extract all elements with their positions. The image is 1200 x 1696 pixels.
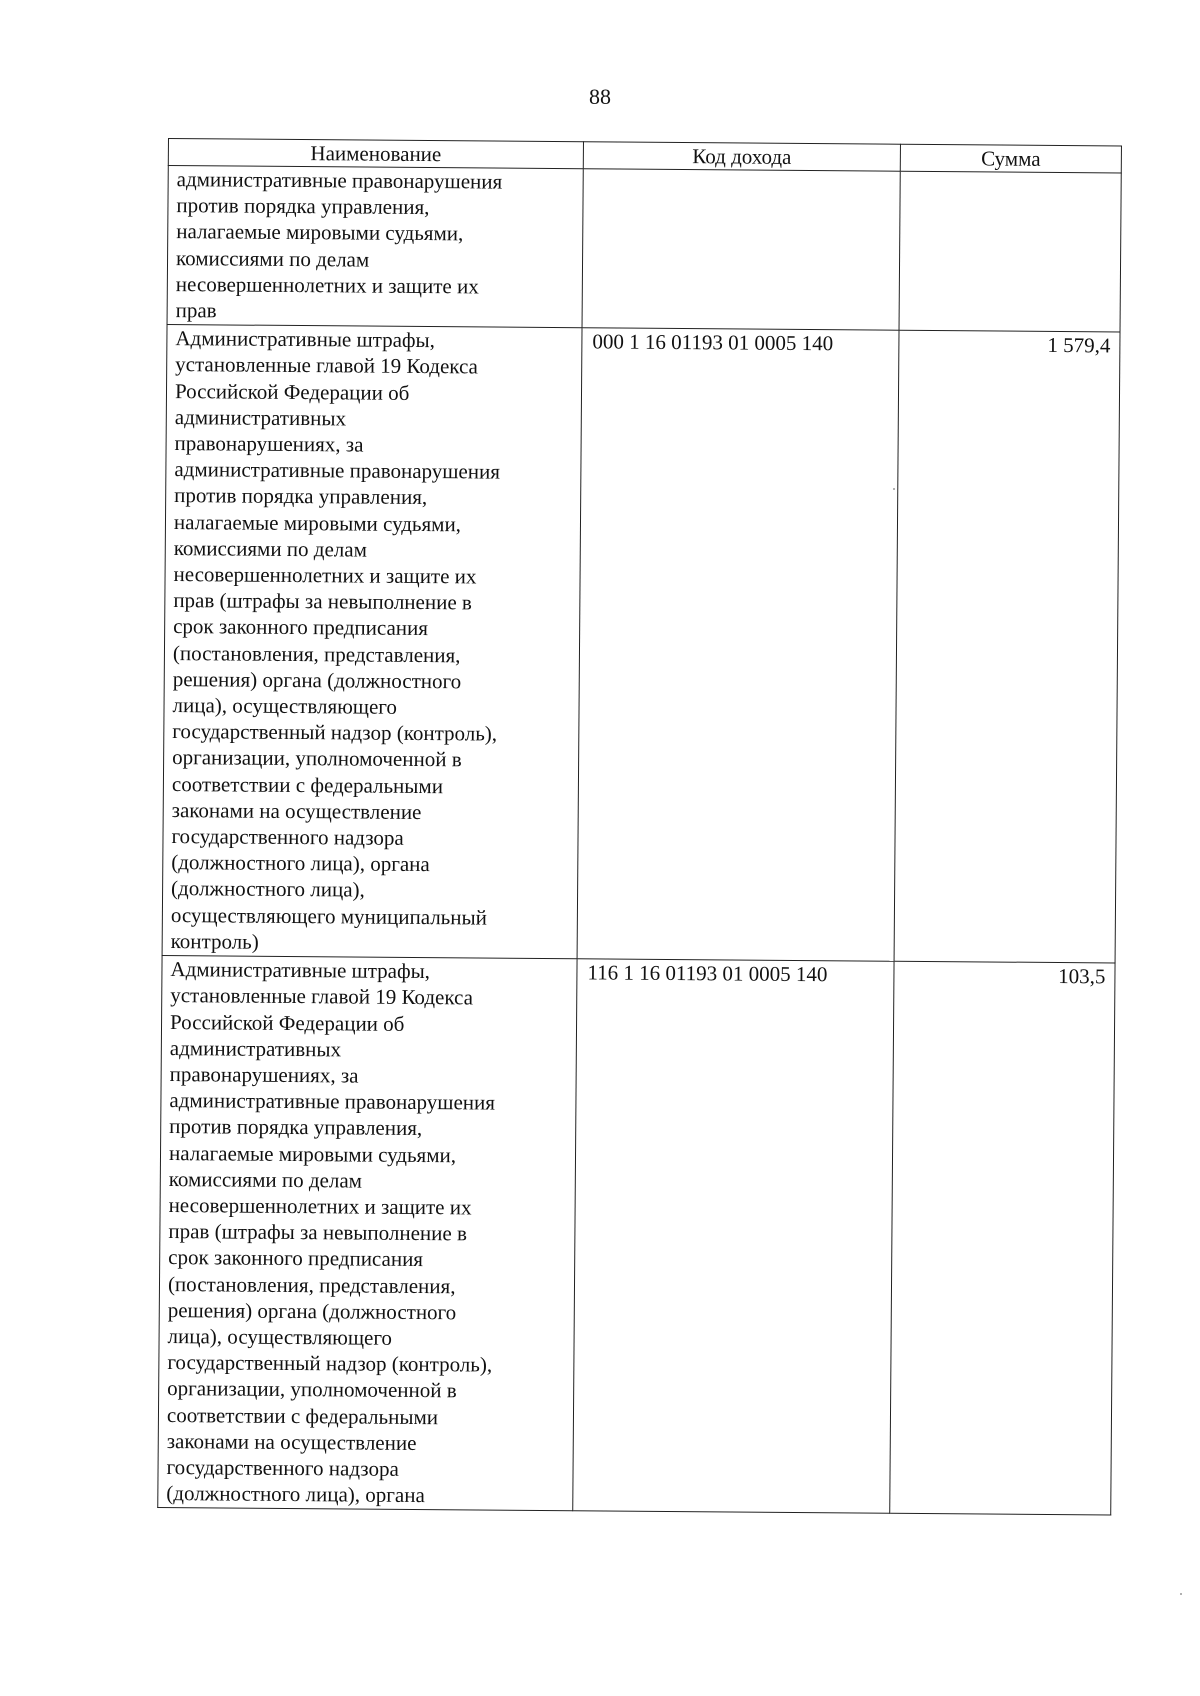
cell-code [582,169,900,331]
revenue-table [157,138,1122,1516]
header-name: Наименование [168,139,583,169]
scan-speck [1180,1593,1182,1595]
cell-code: 000 1 16 01193 01 0005 140 [577,328,899,961]
page-number: 88 [589,84,611,109]
cell-name: административные правонарушения против порядка управления, налагаемые мировыми судьями, комиссиями по делам несовершеннолетних и защите их прав [167,166,583,328]
cell-code: 116 1 16 01193 01 0005 140 [573,959,894,1514]
cell-name: Административные штрафы, установленные главой 19 Кодекса Российской Федерации об административных правонарушениях, за административные правонарушения против порядка управления, налагаемые мировыми судьями, комиссиями по делам несовершеннолетних и защите их прав (штрафы за невыполнение в срок законного предписания (постановления, представления, решения) органа (должностного лица), осуществляющего государственный надзор (контроль), организации, уполномоченной в соответствии с федеральными законами на осуществление государственного надзора (должностного лица), органа [158,956,577,1512]
document-page [157,138,1122,1516]
cell-sum [899,171,1121,332]
scan-speck [893,488,895,490]
table-row [158,956,1115,1516]
cell-sum: 1 579,4 [894,330,1120,963]
header-code: Код дохода [583,142,900,171]
table-row [167,166,1121,333]
header-sum: Сумма [900,144,1121,173]
cell-sum: 103,5 [890,961,1115,1515]
table-body [158,166,1122,1516]
cell-name: Административные штрафы, установленные главой 19 Кодекса Российской Федерации об административных правонарушениях, за административные правонарушения против порядка управления, налагаемые мировыми судьями, комиссиями по делам несовершеннолетних и защите их прав (штрафы за невыполнение в срок законного предписания (постановления, представления, решения) органа (должностного лица), осуществляющего государственный надзор (контроль), организации, уполномоченной в соответствии с федеральными законами на осуществление государственного надзора (должностного лица), органа (должностного лица), осуществляющего муниципальный контроль) [162,325,582,959]
table-row [162,325,1120,963]
